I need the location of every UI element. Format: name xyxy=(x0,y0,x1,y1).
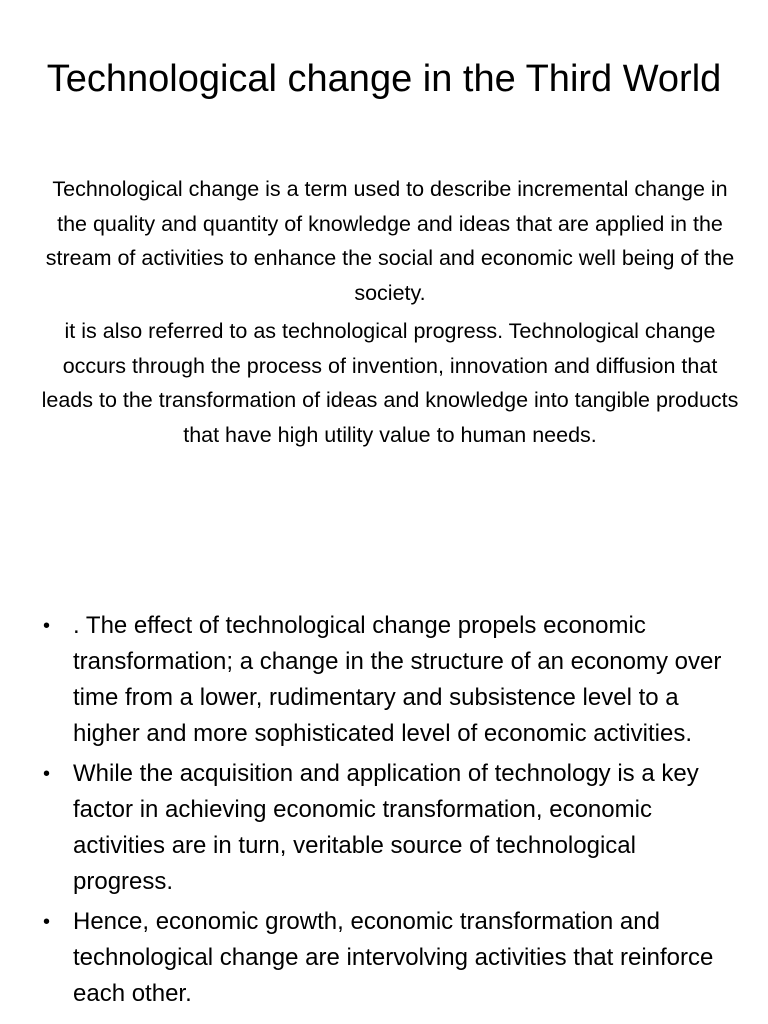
bullet-text: While the acquisition and application of technology is a key factor in achieving economic transformation, economic activities are in turn, veritable source of technological progress. xyxy=(73,760,699,895)
bullet-item xyxy=(40,904,730,1012)
bullet-dot-icon: • xyxy=(43,911,51,933)
bullet-text: . The effect of technological change propels economic transformation; a change in the structure of an economy over time from a lower, rudimentary and subsistence level to a higher and more sophisticated level of economic activities. xyxy=(73,612,722,747)
bullet-dot-icon: • xyxy=(43,615,51,637)
intro-text xyxy=(40,172,740,452)
bullet-item xyxy=(40,608,730,752)
bullet-text: Hence, economic growth, economic transformation and technological change are intervolving activities that reinforce each other. xyxy=(73,908,714,1007)
intro-paragraph-definition: Technological change is a term used to describe incremental change in the quality and quantity of knowledge and ideas that are applied in the stream of activities to enhance the social and economic well being of the society. xyxy=(45,177,735,305)
intro-paragraph-progress: it is also referred to as technological progress. Technological change occurs through the process of invention, innovation and diffusion that leads to the transformation of ideas and knowledge into tangible products that have high utility value to human needs. xyxy=(41,319,739,447)
bullet-list xyxy=(40,608,730,1016)
bullet-item xyxy=(40,756,730,900)
bullet-dot-icon: • xyxy=(43,763,51,785)
slide-title: Technological change in the Third World xyxy=(46,58,722,100)
